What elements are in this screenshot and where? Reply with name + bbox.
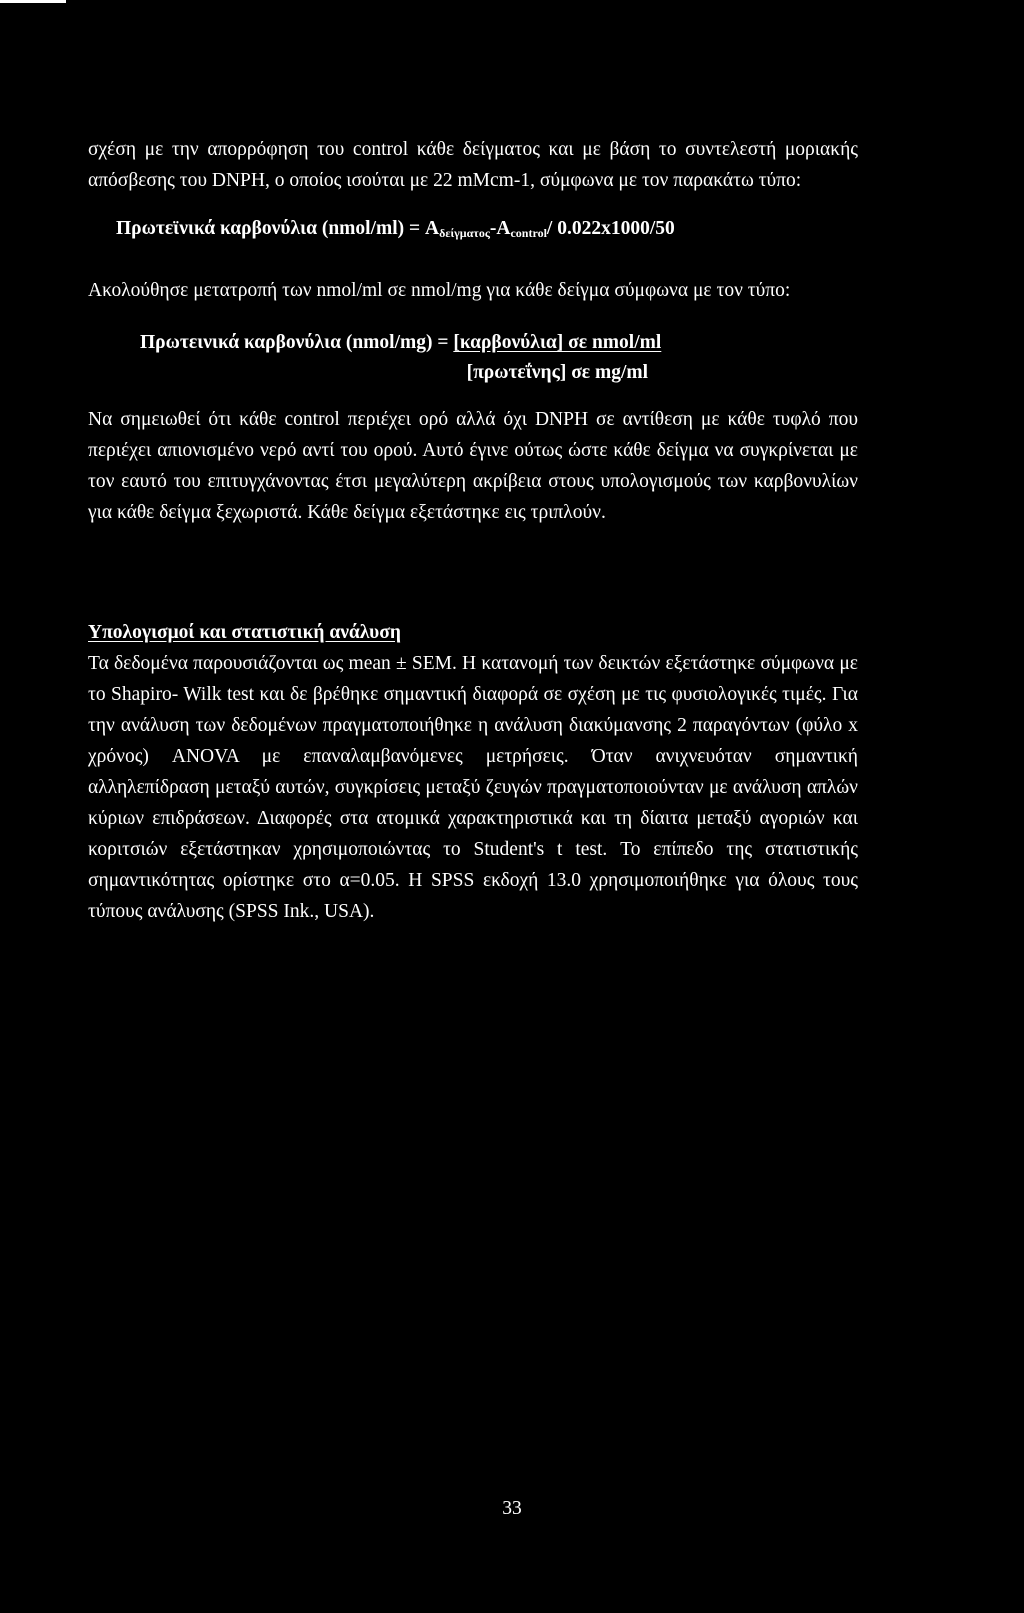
formula-carbonyls-nmol-ml bbox=[116, 213, 858, 249]
formula1-mid: -A bbox=[489, 218, 511, 239]
document-page bbox=[88, 134, 858, 927]
paragraph-absorbance: σχέση με την απορρόφηση του control κάθε δείγματος και με βάση το συντελεστή μοριακής απόσβεσης του DNPH, ο οποίος ισούται με 22 mMcm-1, σύμφωνα με τον παρακάτω τύπο: bbox=[88, 139, 858, 191]
top-edge-line bbox=[0, 0, 66, 3]
paragraph-control-note: Να σημειωθεί ότι κάθε control περιέχει ορό αλλά όχι DNPH σε αντίθεση με κάθε τυφλό που περιέχει απιονισμένο νερό αντί του ορού. Αυτό έγινε ούτως ώστε κάθε δείγμα να συγκρίνεται με τον εαυτό του επιτυγχάνοντας έτσι μεγαλύτερη ακρίβεια στους υπολογισμούς των καρβονυλίων για κάθε δείγμα ξεχωριστά. Κάθε δείγμα εξετάστηκε εις τριπλούν. bbox=[88, 409, 858, 523]
paragraph-statistics: Τα δεδομένα παρουσιάζονται ως mean ± SEM. Η κατανομή των δεικτών εξετάστηκε σύμφωνα με το Shapiro- Wilk test και δε βρέθηκε σημαντική διαφορά σε σχέση με τις φυσιολογικές τιμές. Για την ανάλυση των δεδομένων πραγματοποιήθηκε η ανάλυση διακύμανσης 2 παραγόντων (φύλο x χρόνος) ANOVA με επαναλαμβανόμενες μετρήσεις. Όταν ανιχνευόταν σημαντική αλληλεπίδραση μεταξύ αυτών, συγκρίσεις μεταξύ ζευγών πραγματοποιούνταν με ανάλυση απλών κύριων επιδράσεων. Διαφορές στα ατομικά χαρακτηριστικά και τη δίαιτα μεταξύ αγοριών και κοριτσιών εξετάστηκαν χρησιμοποιώντας το Student's t test. Το επίπεδο της στατιστικής σημαντικότητας ορίστηκε στο α=0.05. Η SPSS εκδοχή 13.0 χρησιμοποιήθηκε για όλους τους τύπους ανάλυσης (SPSS Ink., USA). bbox=[88, 653, 858, 922]
formula2-fraction bbox=[453, 328, 661, 388]
page-number: 33 bbox=[502, 1498, 522, 1519]
formula1-sub-control: control bbox=[510, 226, 547, 240]
formula2-numerator: [καρβονύλια] σε nmol/ml bbox=[453, 332, 662, 353]
section-heading: Υπολογισμοί και στατιστική ανάλυση bbox=[88, 622, 401, 643]
formula2-denominator: [πρωτεΐνης] σε mg/ml bbox=[466, 362, 649, 383]
formula1-lhs: Πρωτεϊνικά καρβονύλια (nmol/ml) = A bbox=[116, 218, 440, 239]
formula1-rhs: / 0.022x1000/50 bbox=[546, 218, 675, 239]
formula-carbonyls-nmol-mg bbox=[140, 328, 858, 388]
formula2-lhs: Πρωτεινικά καρβονύλια (nmol/mg) = bbox=[140, 332, 454, 353]
formula1-sub-sample: δείγματος bbox=[439, 226, 490, 240]
paragraph-conversion: Ακολούθησε μετατροπή των nmol/ml σε nmol/mg για κάθε δείγμα σύμφωνα με τον τύπο: bbox=[88, 280, 791, 301]
